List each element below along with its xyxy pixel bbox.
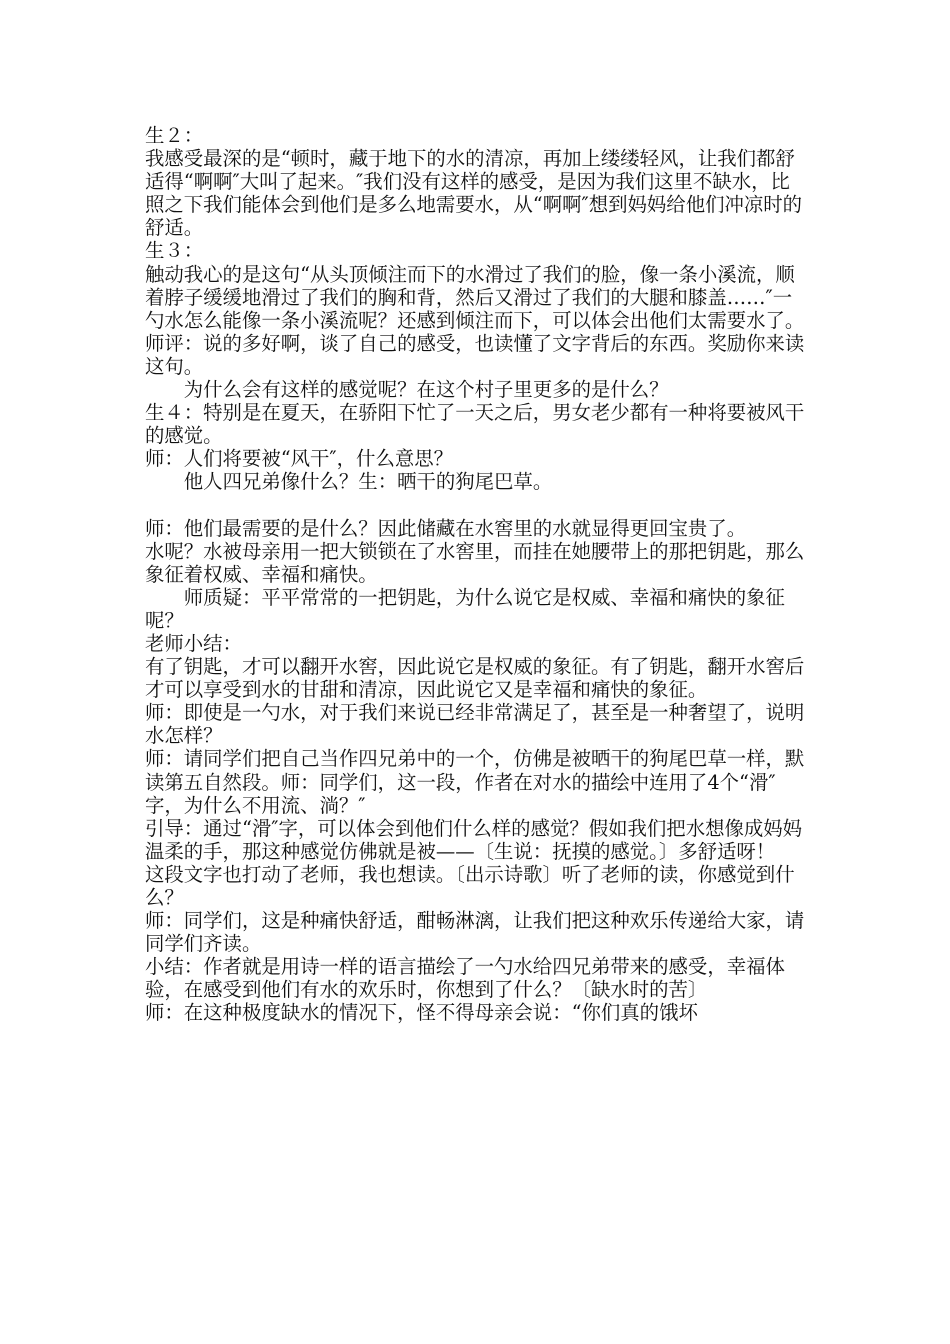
paragraph-water-key: 水呢？水被母亲用一把大锁锁在了水窖里，而挂在她腰带上的那把钥匙，那么象征着权威、幸福和痛快。 [145,539,805,586]
paragraph-teacher-need: 师：他们最需要的是什么？因此储藏在水窖里的水就显得更回宝贵了。 [145,516,747,540]
paragraph-group-reading: 师：同学们，这是种痛快舒适，酣畅淋漓，让我们把这种欢乐传递给大家，请同学们齐读。 [145,909,805,956]
paragraph-mother-quote: 师：在这种极度缺水的情况下，怪不得母亲会说：“你们真的饿坏 [145,1001,698,1025]
paragraph-question-feeling: 为什么会有这样的感觉呢？在这个村子里更多的是什么？ [183,378,669,402]
document-page [145,124,805,1025]
paragraph-key-symbol: 有了钥匙，才可以翻开水窖，因此说它是权威的象征。有了钥匙，翻开水窖后才可以享受到水的甘甜和清凉，因此说它又是幸福和痛快的象征。 [145,655,805,702]
paragraph-student-3-answer: 触动我心的是这句“从头顶倾注而下的水滑过了我们的脸，像一条小溪流，顺着脖子缓缓地滑过了我们的胸和背，然后又滑过了我们的大腿和膝盖……″一勺水怎么能像一条小溪流呢？还感到倾注而下，可以体会出他们太需要水了。 [145,262,805,332]
paragraph-guidance: 引导：通过“滑″字，可以体会到他们什么样的感觉？假如我们把水想像成妈妈温柔的手，那这种感觉仿佛就是被——〔生说：抚摸的感觉。〕多舒适呀！ [145,816,803,863]
paragraph-student-2-label: 生２： [145,124,204,147]
paragraph-spoon-of-water: 师：即使是一勺水，对于我们来说已经非常满足了，甚至是一种奢望了，说明水怎样？ [145,701,805,748]
paragraph-teacher-comment: 师评：说的多好啊，谈了自己的感受，也读懂了文字背后的东西。奖励你来读这句。 [145,331,805,378]
paragraph-summary: 小结：作者就是用诗一样的语言描绘了一勺水给四兄弟带来的感受，幸福体验，在感受到他们有水的欢乐时，你想到了什么？〔缺水时的苦〕 [145,955,785,1002]
paragraph-student-4-answer: 生４：特别是在夏天，在骄阳下忙了一天之后，男女老少都有一种将要被风干的感觉。 [145,401,805,448]
paragraph-teacher-question-dried: 师：人们将要被“风干″，什么意思？ [145,447,454,471]
paragraph-student-3-label: 生３： [145,239,204,263]
paragraph-teacher-doubt: 师质疑：平平常常的一把钥匙，为什么说它是权威、幸福和痛快的象征呢？ [145,585,785,632]
paragraph-teacher-summary-label: 老师小结： [145,631,242,655]
paragraph-brothers-question: 他人四兄弟像什么？生：晒干的狗尾巴草。 [183,470,553,494]
paragraph-student-2-answer: 我感受最深的是“顿时，藏于地下的水的清凉，再加上缕缕轻风，让我们都舒适得“啊啊″大叫了起来。″我们没有这样的感受，是因为我们这里不缺水，比照之下我们能体会到他们是多么地需要水，从“啊啊″想到妈妈给他们冲凉时的舒适。 [145,147,803,240]
paragraph-silent-reading: 师：请同学们把自己当作四兄弟中的一个，仿佛是被晒干的狗尾巴草一样，默读第五自然段。师：同学们，这一段，作者在对水的描绘中连用了4个“滑″字，为什么不用流、淌？″ [145,747,805,817]
paragraph-teacher-reading: 这段文字也打动了老师，我也想读。〔出示诗歌〕听了老师的读，你感觉到什么？ [145,862,795,909]
